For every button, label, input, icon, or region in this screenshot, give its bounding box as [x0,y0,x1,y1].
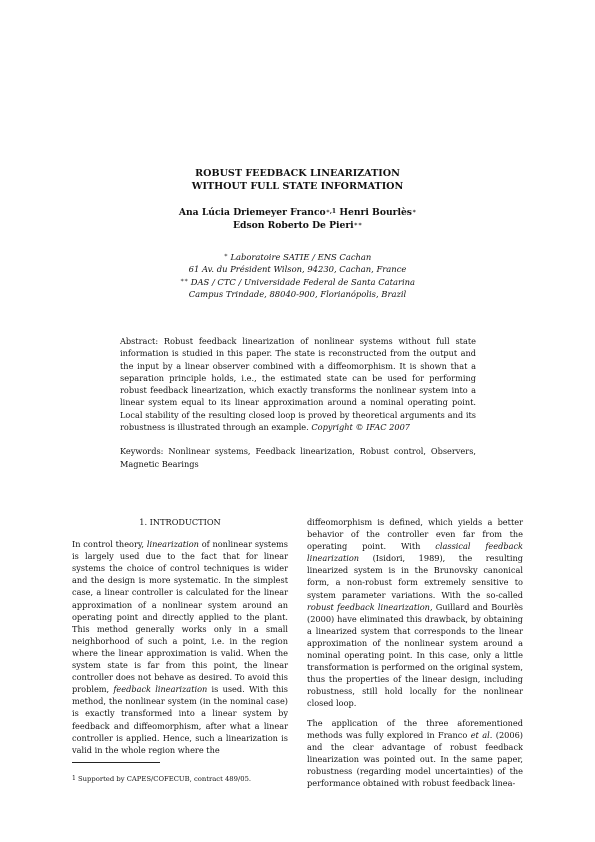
author-2-mark: ∗ [411,208,417,215]
abstract-text: Abstract: Robust feedback linearization of nonlinear systems without full state information is studied in this paper. The state is reconstructed from the output and the input by a linear observer combined with a diffeomorphism. It is shown that a separation principle holds, i.e., the estimated state can be used for performing robust feedback linearization, which exactly transforms the nonlinear system into a linear system equal to its linear approximation around a nominal operating point. Local stability of the resulting closed loop is proved by theoretical arguments and its robustness is illustrated through an example. [120,336,476,433]
title-line-1: ROBUST FEEDBACK LINEARIZATION [195,168,400,179]
right-paragraph-1 [307,516,523,710]
intro-text-1: In control theory, [72,539,147,550]
affiliation-line-2: 61 Av. du Président Wilson, 94230, Cachan, France [188,264,407,275]
author-3: Edson Roberto De Pieri [233,220,354,231]
affiliation-line-4: Campus Trindade, 88040-900, Florianópolis, Brazil [188,289,407,300]
affiliation-1-text: Laboratoire SATIE / ENS Cachan [230,252,372,262]
affiliation-3-text: DAS / CTC / Universidade Federal de Santa Catarina [190,276,416,287]
affiliations [0,251,595,301]
right-text-5: (2006) and the clear advantage of robust feedback linearization was pointed out. In the same paper, robustness (regarding model uncertainties) of the performance obtained with robust feedback linea- [307,729,523,788]
affiliation-1-mark: ∗ [223,252,228,259]
intro-emph-1: linearization [146,539,199,550]
intro-text-2: of nonlinear systems is largely used due to the fact that for linear systems the choice of control techniques is wider and the design is more systematic. In the simplest case, a linear controller is calculated for the linear approximation of a nonlinear system around an operating point and directly applied to the plant. This method generally works only in a small neighborhood of such a point, i.e. in the region where the linear approximation is valid. When the system state is far from this point, the linear controller does not behave as desired. To avoid this problem, [72,539,288,695]
footnote-rule [72,762,160,763]
abstract-block [120,335,476,470]
right-paragraph-2 [307,717,523,790]
author-list [0,206,595,232]
right-text-2: (Isidori, 1989), the resulting linearized system is in the Brunovsky canonical form, a non-robust form extremely sensitive to system parameter variations. With the so-called [307,553,523,600]
right-emph-1: classical feedback linearization [307,541,524,564]
keywords: Keywords: Nonlinear systems, Feedback linearization, Robust control, Observers, Magnetic Bearings [120,446,476,469]
footnote-text: Supported by CAPES/COFECUB, contract 489/05. [78,775,252,783]
intro-text-3: is used. With this method, the nonlinear system (in the nominal case) is exactly transformed into a linear system by feedback and diffeomorphism, after what a linear controller is applied. Hence, such a linearization is valid in the whole region where the [72,684,289,755]
right-column [307,516,523,789]
right-text-4: The application of the three aforementioned methods was fully explored in Franco [307,717,523,740]
footnote [72,775,312,784]
author-1-mark: ∗,1 [325,208,337,215]
paper-title [0,167,595,193]
section-heading-introduction: 1. INTRODUCTION [139,517,221,527]
author-line-1 [0,206,595,219]
right-text-3: , Guillard and Bourlès (2000) have eliminated this drawback, by obtaining a linearized system that corresponds to the linear approximation of the nonlinear system around a nominal operating point. In this case, only a little transformation is performed on the original system, thus the properties of the linear design, including robustness, still hold locally for the nonlinear closed loop. [307,601,524,709]
right-text-1: diffeomorphism is defined, which yields a better behavior of the controller even far from the operating point. With [307,517,523,552]
title-line-2: WITHOUT FULL STATE INFORMATION [191,181,404,192]
author-3-mark: ∗∗ [353,221,362,228]
author-2: Henri Bourlès [339,207,412,218]
intro-paragraph [72,538,288,756]
footnote-mark: 1 [72,775,76,782]
right-emph-3: et al. [470,729,493,740]
affiliation-2-mark: ∗∗ [179,276,189,284]
abstract-copyright: Copyright © IFAC 2007 [311,422,410,433]
abstract-paragraph [120,335,476,433]
right-emph-2: robust feedback linearization [307,601,430,612]
left-column [72,516,288,756]
affiliation-line-1 [0,251,595,263]
author-line-2 [0,219,595,232]
intro-emph-2: feedback linearization [113,684,208,695]
affiliation-line-3 [0,276,595,288]
author-1: Ana Lúcia Driemeyer Franco [178,207,326,218]
